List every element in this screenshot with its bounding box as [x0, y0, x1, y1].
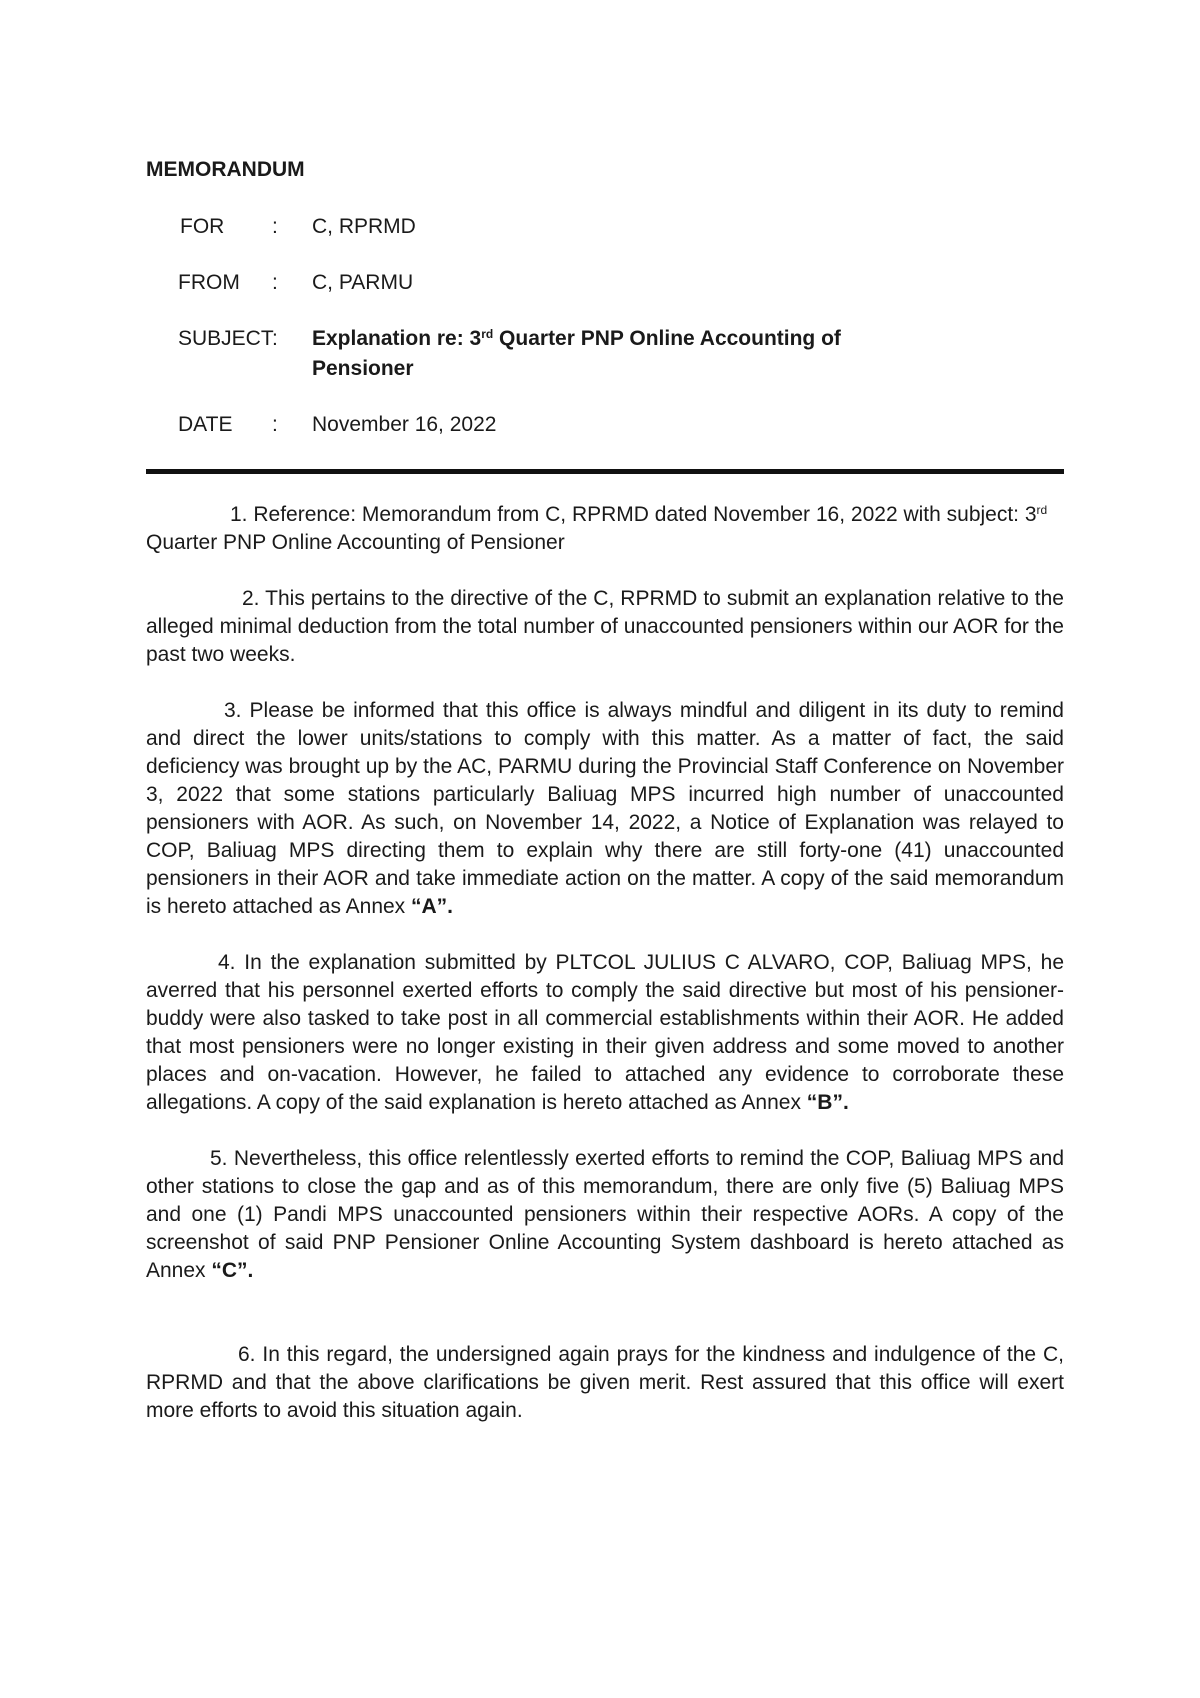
header-subject-row — [146, 324, 1064, 384]
from-label: FROM — [178, 271, 240, 294]
paragraph-number: 6. — [238, 1343, 256, 1366]
subject-value — [312, 324, 932, 384]
paragraph-superscript: rd — [1036, 503, 1048, 517]
paragraph-text: Nevertheless, this office relentlessly exerted efforts to remind the COP, Baliuag MPS and other stations to close the gap and as of this memorandum, there are only five (5) Baliuag MPS and one (1) Pandi MPS unaccounted pensioners within their respective AORs. A copy of the screenshot of said PNP Pensioner Online Accounting System dashboard is hereto attached as Annex — [146, 1147, 1064, 1282]
header-from-row — [146, 268, 1064, 298]
date-label: DATE — [178, 413, 233, 436]
header-for-row — [146, 212, 1064, 242]
paragraph-text-post: Quarter PNP Online Accounting of Pensioner — [146, 531, 565, 554]
paragraph-1 — [146, 501, 1064, 557]
header-date-row — [146, 410, 1064, 440]
from-value: C, PARMU — [312, 271, 414, 294]
paragraph-number: 2. — [242, 587, 260, 610]
annex-b-label: “B”. — [806, 1091, 849, 1114]
paragraph-number: 5. — [210, 1147, 228, 1170]
paragraph-text: In this regard, the undersigned again prays for the kindness and indulgence of the C, RPRMD and that the above clarifications be given merit. Rest assured that this office will exert more efforts to avoid this situation again. — [146, 1343, 1064, 1422]
paragraph-text: Please be informed that this office is always mindful and diligent in its duty to remind and direct the lower units/stations to comply with this matter. As a matter of fact, the said deficiency was brought up by the AC, PARMU during the Provincial Staff Conference on November 3, 2022 that some stations particularly Baliuag MPS incurred high number of unaccounted pensioners with AOR. As such, on November 14, 2022, a Notice of Explanation was relayed to COP, Baliuag MPS directing them to explain why there are still forty-one (41) unaccounted pensioners in their AOR and take immediate action on the matter. A copy of the said memorandum is hereto attached as Annex — [146, 699, 1064, 918]
paragraph-number: 1. — [230, 503, 248, 526]
annex-c-label: “C”. — [211, 1259, 254, 1282]
date-value: November 16, 2022 — [312, 413, 497, 436]
paragraph-text: In the explanation submitted by PLTCOL JULIUS C ALVARO, COP, Baliuag MPS, he averred that his personnel exerted efforts to comply the said directive but most of his pensioner-buddy were also tasked to take post in all commercial establishments within their AOR. He added that most pensioners were no longer existing in their given address and some moved to another places and on-vacation. However, he failed to attached any evidence to corroborate these allegations. A copy of the said explanation is hereto attached as Annex — [146, 951, 1064, 1114]
subject-text-pre: Explanation re: 3 — [312, 327, 482, 350]
for-label: FOR — [180, 215, 225, 238]
for-value: C, RPRMD — [312, 215, 416, 238]
paragraph-text: Reference: Memorandum from C, RPRMD dated November 16, 2022 with subject: 3 — [247, 503, 1037, 526]
memo-page — [146, 158, 1064, 1422]
paragraph-5 — [146, 1145, 1064, 1285]
paragraph-3 — [146, 697, 1064, 921]
paragraph-4 — [146, 949, 1064, 1117]
header-divider — [146, 469, 1064, 474]
paragraph-2 — [146, 585, 1064, 669]
paragraph-number: 3. — [224, 699, 242, 722]
subject-label: SUBJECT — [178, 327, 274, 350]
date-colon: : — [272, 413, 278, 436]
subject-text-post: Quarter PNP Online Accounting of Pensioner — [312, 327, 841, 380]
from-colon: : — [272, 271, 278, 294]
paragraph-text: This pertains to the directive of the C, RPRMD to submit an explanation relative to the alleged minimal deduction from the total number of unaccounted pensioners within our AOR for the past two weeks. — [146, 587, 1064, 666]
paragraph-number: 4. — [218, 951, 236, 974]
subject-colon: : — [272, 327, 278, 350]
memo-title: MEMORANDUM — [146, 158, 305, 181]
subject-superscript: rd — [481, 327, 494, 341]
for-colon: : — [272, 215, 278, 238]
paragraph-6 — [146, 1341, 1064, 1425]
annex-a-label: “A”. — [411, 895, 454, 918]
memo-body — [146, 501, 1064, 1453]
